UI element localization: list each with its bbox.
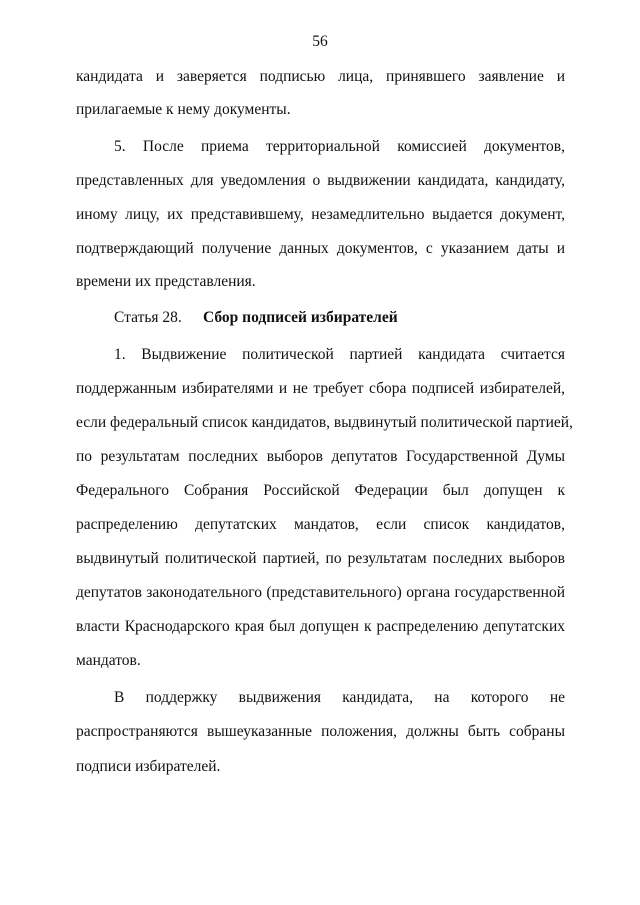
article-title: Сбор подписей избирателей — [203, 309, 398, 326]
text-line: представленных для уведомления о выдвижении кандидата, кандидату, — [76, 172, 565, 189]
text-line: выдвинутый политической партией, по результатам последних выборов — [76, 550, 565, 567]
text-line: иному лицу, их представившему, незамедлительно выдается документ, — [76, 206, 565, 223]
text-line: 1. Выдвижение политической партией кандидата считается — [114, 346, 565, 363]
text-line: если федеральный список кандидатов, выдвинутый политической партией, — [76, 414, 573, 431]
text-line: по результатам последних выборов депутатов Государственной Думы — [76, 448, 565, 465]
text-line: Федерального Собрания Российской Федерации был допущен к — [76, 482, 565, 499]
text-line: прилагаемые к нему документы. — [76, 101, 291, 118]
article-label: Статья 28. — [114, 309, 182, 326]
text-line: 5. После приема территориальной комиссией документов, — [114, 138, 565, 155]
text-line: депутатов законодательного (представительного) органа государственной — [76, 584, 565, 601]
text-line: подписи избирателей. — [76, 758, 221, 775]
page-number: 56 — [312, 33, 328, 50]
text-line: распространяются вышеуказанные положения, должны быть собраны — [76, 723, 565, 740]
text-line: власти Краснодарского края был допущен к распределению депутатских — [76, 618, 565, 635]
text-line: мандатов. — [76, 652, 141, 669]
text-line: подтверждающий получение данных документов, с указанием даты и — [76, 240, 565, 257]
text-line: кандидата и заверяется подписью лица, принявшего заявление и — [76, 68, 565, 85]
text-line: времени их представления. — [76, 273, 256, 290]
text-line: поддержанным избирателями и не требует сбора подписей избирателей, — [76, 380, 565, 397]
text-line: распределению депутатских мандатов, если список кандидатов, — [76, 516, 565, 533]
text-line: В поддержку выдвижения кандидата, на которого не — [114, 689, 565, 706]
